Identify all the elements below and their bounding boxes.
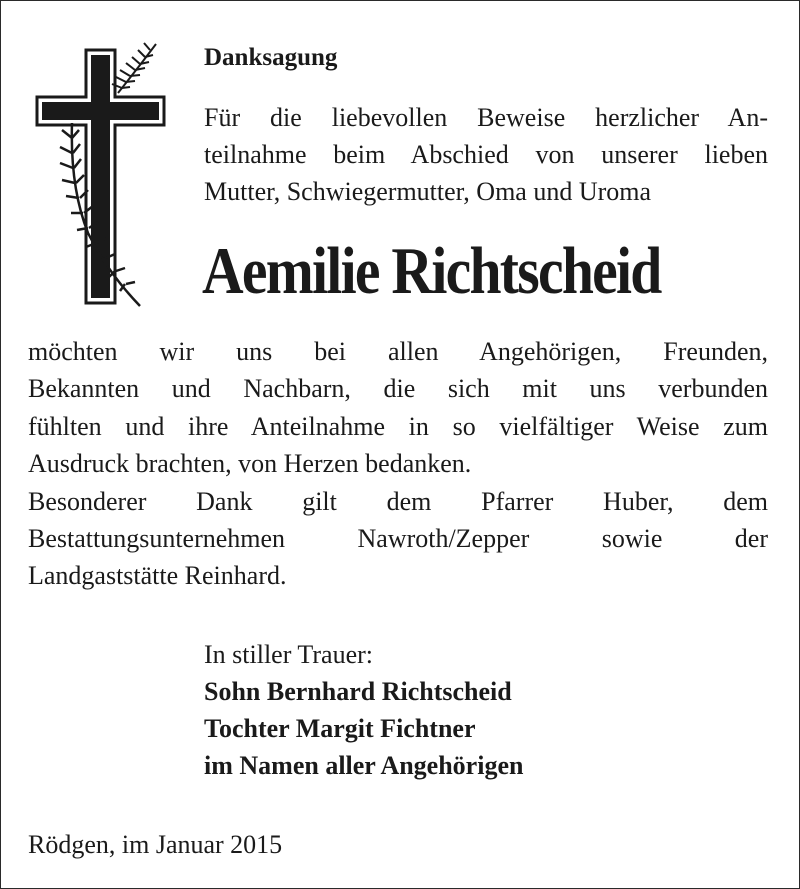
deceased-name: Aemilie Richtscheid — [202, 234, 661, 308]
body-line: fühlten und ihre Anteilnahme in so vielfältiger Weise zum — [28, 411, 768, 441]
cross-with-palm-branch-icon — [28, 38, 173, 310]
body-line: Landgaststätte Reinhard. — [28, 561, 287, 591]
mourner-name: Sohn Bernhard Richtscheid — [204, 677, 512, 706]
place-date: Rödgen, im Januar 2015 — [28, 830, 283, 859]
body-line: Bestattungsunternehmen Nawroth/Zepper sowie der — [28, 524, 768, 554]
intro-text — [204, 99, 768, 210]
body-line: Ausdruck brachten, von Herzen bedanken. — [28, 449, 472, 479]
intro-line: Für die liebevollen Beweise herzlicher An- — [204, 103, 768, 132]
body-line: möchten wir uns bei allen Angehörigen, Freunden, — [28, 337, 768, 366]
mourner-name: Tochter Margit Fichtner — [204, 714, 476, 743]
body-text — [28, 333, 768, 595]
intro-line: Mutter, Schwiegermutter, Oma und Uroma — [204, 177, 652, 206]
intro-line: teilnahme beim Abschied von unserer lieben — [204, 140, 768, 169]
mourning-label: In stiller Trauer: — [204, 640, 373, 669]
body-line: Bekannten und Nachbarn, die sich mit uns verbunden — [28, 374, 768, 404]
notice-heading: Danksagung — [204, 44, 338, 71]
body-line: Besonderer Dank gilt dem Pfarrer Huber, dem — [28, 486, 768, 516]
signature-block — [204, 636, 523, 784]
mourner-name: im Namen aller Angehörigen — [204, 751, 524, 780]
